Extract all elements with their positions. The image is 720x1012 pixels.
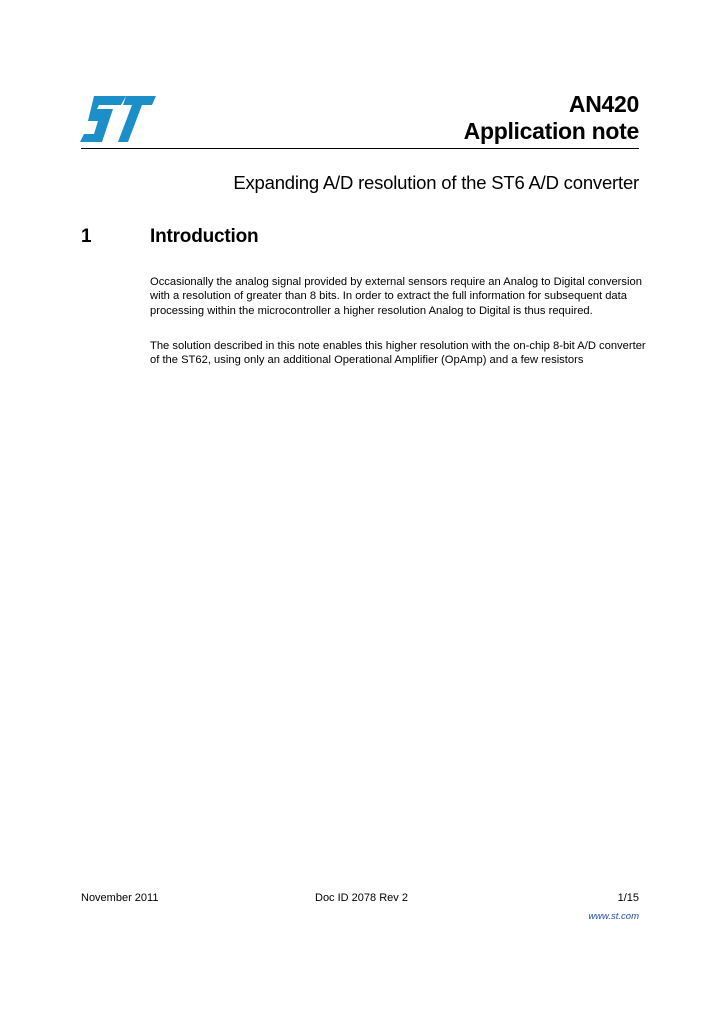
st-logo-shape xyxy=(80,96,156,142)
header-divider xyxy=(81,148,639,149)
intro-paragraph-2: The solution described in this note enables this higher resolution with the on-chip 8-bit A/D converter of the ST62, using only an additional Operational Amplifier (OpAmp) and a few resistors xyxy=(150,340,646,367)
st-logo-icon xyxy=(80,96,156,142)
intro-paragraph-1: Occasionally the analog signal provided by external sensors require an Analog to Digital conversion with a resolution of greater than 8 bits. In order to extract the full information for subsequent data processing within the microcontroller a higher resolution Analog to Digital is thus required. xyxy=(150,276,642,317)
footer-date: November 2011 xyxy=(81,892,159,904)
footer-doc-id: Doc ID 2078 Rev 2 xyxy=(315,892,408,904)
document-subtitle: Expanding A/D resolution of the ST6 A/D converter xyxy=(233,172,639,193)
footer-website-link[interactable]: www.st.com xyxy=(588,911,639,922)
section-title: Introduction xyxy=(150,226,259,247)
footer-page-number: 1/15 xyxy=(617,892,639,904)
document-number: AN420 xyxy=(568,91,639,117)
document-type: Application note xyxy=(463,118,639,144)
section-number: 1 xyxy=(81,226,92,247)
